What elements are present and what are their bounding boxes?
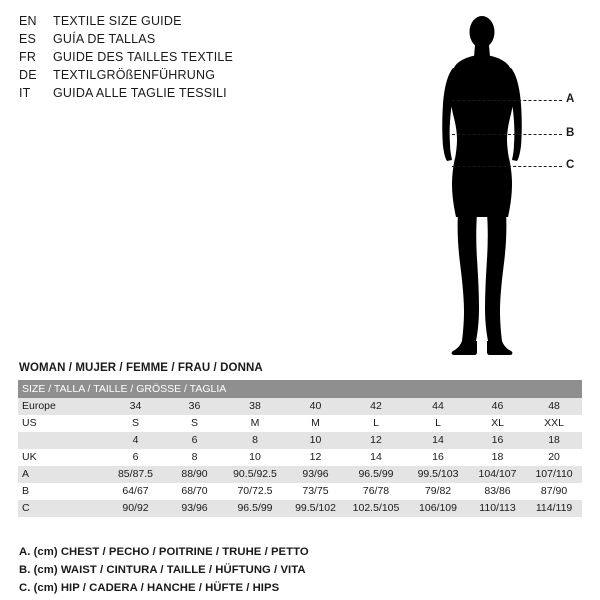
table-cell: 38 — [224, 398, 286, 415]
table-cell: 48 — [526, 398, 582, 415]
language-code: DE — [19, 68, 37, 82]
language-row — [19, 14, 339, 32]
table-cell: L — [345, 415, 407, 432]
note-hip: C. (cm) HIP / CADERA / HANCHE / HÜFTE / HIPS — [19, 582, 280, 594]
table-cell: 44 — [407, 398, 469, 415]
figure-diagram — [420, 8, 590, 368]
measure-line-b — [452, 134, 562, 135]
table-header-row — [18, 380, 582, 398]
table-cell: 12 — [345, 432, 407, 449]
table-cell: 68/70 — [165, 483, 224, 500]
table-cell: XXL — [526, 415, 582, 432]
note-chest: A. (cm) CHEST / PECHO / POITRINE / TRUHE / PETTO — [19, 546, 309, 558]
language-title: TEXTILE SIZE GUIDE — [53, 14, 182, 28]
table-cell: 6 — [165, 432, 224, 449]
note-waist: B. (cm) WAIST / CINTURA / TAILLE / HÜFTUNG / VITA — [19, 564, 306, 576]
table-cell: 6 — [106, 449, 165, 466]
row-label: C — [18, 500, 106, 517]
measure-line-c — [452, 166, 562, 167]
size-table — [18, 380, 582, 517]
table-row — [18, 432, 582, 449]
table-cell: 90.5/92.5 — [224, 466, 286, 483]
table-cell: 16 — [407, 449, 469, 466]
table-cell: M — [224, 415, 286, 432]
size-table-wrap — [18, 380, 582, 517]
table-row — [18, 449, 582, 466]
language-title: TEXTILGRÖßENFÜHRUNG — [53, 68, 216, 82]
table-cell: 70/72.5 — [224, 483, 286, 500]
table-cell: 14 — [407, 432, 469, 449]
table-row — [18, 415, 582, 432]
table-cell: 99.5/103 — [407, 466, 469, 483]
table-cell: 90/92 — [106, 500, 165, 517]
table-cell: 106/109 — [407, 500, 469, 517]
table-cell: 42 — [345, 398, 407, 415]
measurement-notes — [19, 543, 579, 597]
table-cell: 96.5/99 — [224, 500, 286, 517]
table-cell: 16 — [469, 432, 526, 449]
table-cell: 85/87.5 — [106, 466, 165, 483]
table-cell: 36 — [165, 398, 224, 415]
table-cell: 18 — [526, 432, 582, 449]
table-row — [18, 398, 582, 415]
table-cell: 4 — [106, 432, 165, 449]
table-cell: 88/90 — [165, 466, 224, 483]
language-code: IT — [19, 86, 31, 100]
table-cell: 20 — [526, 449, 582, 466]
table-cell: 107/110 — [526, 466, 582, 483]
table-cell: 83/86 — [469, 483, 526, 500]
table-cell: S — [106, 415, 165, 432]
row-label: A — [18, 466, 106, 483]
measure-label-a: A — [566, 93, 575, 105]
table-cell: 8 — [165, 449, 224, 466]
table-row — [18, 500, 582, 517]
table-cell: M — [286, 415, 345, 432]
table-cell: L — [407, 415, 469, 432]
table-cell: 93/96 — [165, 500, 224, 517]
language-code: EN — [19, 14, 37, 28]
measure-line-a — [452, 100, 562, 101]
row-label — [18, 432, 106, 449]
table-cell: 73/75 — [286, 483, 345, 500]
language-title: GUIDE DES TAILLES TEXTILE — [53, 50, 234, 64]
table-row — [18, 483, 582, 500]
language-title: GUÍA DE TALLAS — [53, 32, 156, 46]
row-label: US — [18, 415, 106, 432]
language-title: GUIDA ALLE TAGLIE TESSILI — [53, 86, 227, 100]
table-cell: 87/90 — [526, 483, 582, 500]
table-cell: 114/119 — [526, 500, 582, 517]
language-row — [19, 50, 339, 68]
section-title: WOMAN / MUJER / FEMME / FRAU / DONNA — [19, 362, 263, 374]
table-header-cell: SIZE / TALLA / TAILLE / GRÖSSE / TAGLIA — [18, 380, 582, 398]
table-cell: 99.5/102 — [286, 500, 345, 517]
table-cell: 18 — [469, 449, 526, 466]
table-cell: S — [165, 415, 224, 432]
table-cell: 40 — [286, 398, 345, 415]
table-row — [18, 466, 582, 483]
language-row — [19, 32, 339, 50]
language-code: ES — [19, 32, 37, 46]
language-header — [19, 14, 339, 104]
table-cell: 96.5/99 — [345, 466, 407, 483]
table-cell: 46 — [469, 398, 526, 415]
table-cell: 12 — [286, 449, 345, 466]
table-cell: 14 — [345, 449, 407, 466]
table-cell: 110/113 — [469, 500, 526, 517]
table-cell: 102.5/105 — [345, 500, 407, 517]
table-cell: 93/96 — [286, 466, 345, 483]
table-cell: 79/82 — [407, 483, 469, 500]
table-cell: 64/67 — [106, 483, 165, 500]
language-row — [19, 68, 339, 86]
row-label: Europe — [18, 398, 106, 415]
row-label: UK — [18, 449, 106, 466]
table-cell: 34 — [106, 398, 165, 415]
table-cell: 10 — [286, 432, 345, 449]
language-code: FR — [19, 50, 37, 64]
measure-label-b: B — [566, 127, 575, 139]
measure-label-c: C — [566, 159, 575, 171]
table-cell: 104/107 — [469, 466, 526, 483]
row-label: B — [18, 483, 106, 500]
table-cell: 8 — [224, 432, 286, 449]
female-silhouette-icon — [420, 8, 590, 368]
table-cell: XL — [469, 415, 526, 432]
language-row — [19, 86, 339, 104]
table-cell: 10 — [224, 449, 286, 466]
table-cell: 76/78 — [345, 483, 407, 500]
